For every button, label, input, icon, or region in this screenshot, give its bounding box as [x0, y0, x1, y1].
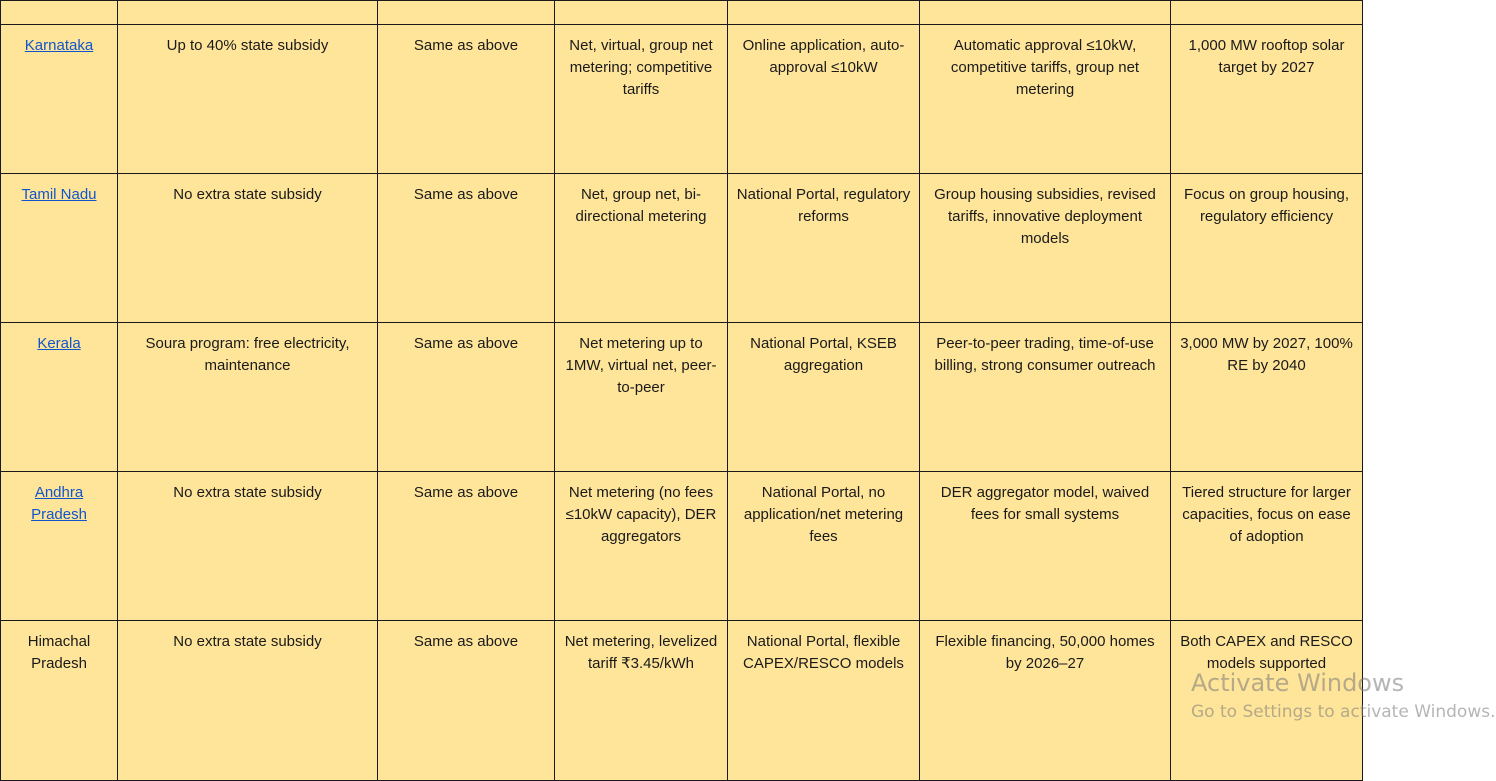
state-cell	[1, 174, 118, 323]
metering-cell: Net metering up to 1MW, virtual net, peer-to-peer	[555, 323, 728, 472]
table-cell-empty	[728, 1, 920, 25]
state-link-andhra-pradesh[interactable]: Andhra Pradesh	[31, 484, 87, 523]
targets-cell: 3,000 MW by 2027, 100% RE by 2040	[1171, 323, 1363, 472]
state-cell	[1, 25, 118, 174]
table-row-kerala	[1, 323, 1363, 472]
central-subsidy-cell: Same as above	[378, 323, 555, 472]
targets-cell: 1,000 MW rooftop solar target by 2027	[1171, 25, 1363, 174]
metering-cell: Net metering (no fees ≤10kW capacity), DER aggregators	[555, 472, 728, 621]
features-cell: DER aggregator model, waived fees for small systems	[920, 472, 1171, 621]
table-row-karnataka	[1, 25, 1363, 174]
state-subsidy-cell: Up to 40% state subsidy	[118, 25, 378, 174]
state-subsidy-cell: Soura program: free electricity, maintenance	[118, 323, 378, 472]
metering-cell: Net, virtual, group net metering; competitive tariffs	[555, 25, 728, 174]
table-row-himachal-pradesh	[1, 621, 1363, 781]
table-cell-empty	[920, 1, 1171, 25]
table-cell-empty	[1171, 1, 1363, 25]
targets-cell: Focus on group housing, regulatory efficiency	[1171, 174, 1363, 323]
metering-cell: Net metering, levelized tariff ₹3.45/kWh	[555, 621, 728, 781]
application-cell: National Portal, flexible CAPEX/RESCO models	[728, 621, 920, 781]
state-link-karnataka[interactable]: Karnataka	[24, 37, 94, 54]
central-subsidy-cell: Same as above	[378, 472, 555, 621]
table-cell-empty	[1, 1, 118, 25]
table-row-tamil-nadu	[1, 174, 1363, 323]
state-subsidy-cell: No extra state subsidy	[118, 472, 378, 621]
table-cell-empty	[118, 1, 378, 25]
watermark-subtitle: Go to Settings to activate Windows.	[1191, 702, 1496, 722]
watermark-title: Activate Windows	[1191, 669, 1405, 697]
table-cell-empty	[555, 1, 728, 25]
application-cell: National Portal, regulatory reforms	[728, 174, 920, 323]
table-row-partial-top	[1, 1, 1363, 25]
table-row-andhra-pradesh	[1, 472, 1363, 621]
state-link-tamil-nadu[interactable]: Tamil Nadu	[21, 186, 97, 203]
table-cell-empty	[378, 1, 555, 25]
features-cell: Peer-to-peer trading, time-of-use billing, strong consumer outreach	[920, 323, 1171, 472]
application-cell: National Portal, KSEB aggregation	[728, 323, 920, 472]
central-subsidy-cell: Same as above	[378, 621, 555, 781]
state-label-himachal-pradesh: Himachal Pradesh	[27, 633, 91, 672]
state-subsidy-cell: No extra state subsidy	[118, 174, 378, 323]
state-cell	[1, 621, 118, 781]
state-subsidy-cell: No extra state subsidy	[118, 621, 378, 781]
targets-cell: Both CAPEX and RESCO models supported	[1171, 621, 1363, 781]
metering-cell: Net, group net, bi-directional metering	[555, 174, 728, 323]
features-cell: Group housing subsidies, revised tariffs, innovative deployment models	[920, 174, 1171, 323]
state-link-kerala[interactable]: Kerala	[37, 335, 81, 352]
features-cell: Flexible financing, 50,000 homes by 2026–27	[920, 621, 1171, 781]
central-subsidy-cell: Same as above	[378, 174, 555, 323]
features-cell: Automatic approval ≤10kW, competitive tariffs, group net metering	[920, 25, 1171, 174]
application-cell: National Portal, no application/net metering fees	[728, 472, 920, 621]
targets-cell: Tiered structure for larger capacities, focus on ease of adoption	[1171, 472, 1363, 621]
state-cell	[1, 472, 118, 621]
central-subsidy-cell: Same as above	[378, 25, 555, 174]
state-cell	[1, 323, 118, 472]
application-cell: Online application, auto-approval ≤10kW	[728, 25, 920, 174]
